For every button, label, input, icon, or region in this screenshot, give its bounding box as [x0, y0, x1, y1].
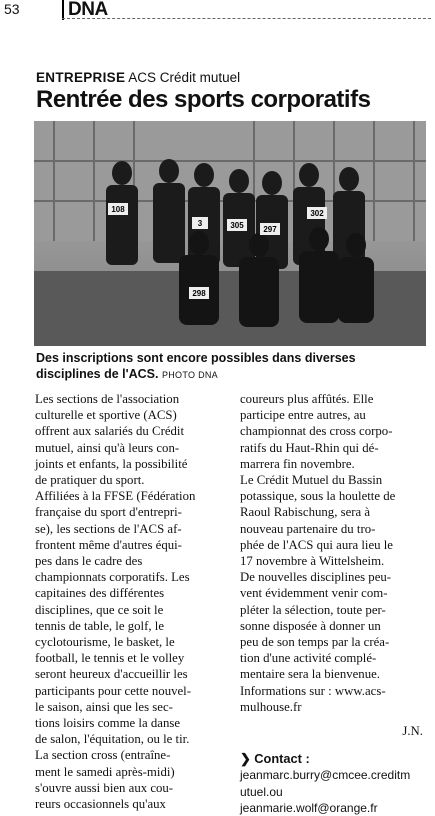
- article-headline: Rentrée des sports corporatifs: [36, 86, 371, 113]
- kicker-section: ENTREPRISE: [36, 70, 126, 85]
- article-kicker: [36, 70, 240, 85]
- bib-number: 298: [192, 289, 206, 298]
- contact-email-2: jeanmarie.wolf@orange.fr: [240, 800, 378, 815]
- contact-email-1b: utuel.ou: [240, 784, 283, 799]
- bib-number: 302: [310, 209, 324, 218]
- contact-email-1a: jeanmarc.burry@cmcee.creditm: [240, 768, 411, 783]
- caption-text: Des inscriptions sont encore possibles dans diverses disciplines de l'ACS.: [36, 351, 356, 381]
- team-photo: [34, 121, 426, 346]
- article-column-1: [35, 391, 230, 812]
- team-photo-image: [34, 121, 426, 346]
- bib-number: 108: [111, 205, 125, 214]
- photo-credit: PHOTO DNA: [161, 370, 218, 380]
- kicker-subject: ACS Crédit mutuel: [128, 70, 241, 85]
- page-number: 53: [4, 1, 20, 17]
- bib-number: 305: [230, 221, 244, 230]
- contact-heading: ❯ Contact :: [240, 751, 310, 767]
- article-signature: J.N.: [402, 724, 423, 739]
- article-column-2: [240, 391, 423, 816]
- article-body-col2: coureurs plus affûtés. Elle participe entre autres, au championnat des cross corpo- ratifs du Haut-Rhin qui dé- marrera fin novembre. Le Crédit Mutuel du Bassin potassique, sous la houlette de Raoul Rabischung, sera à nouveau partenaire du tro- phée de l'ACS qui aura lieu le 17 novembre à Wittelsheim. De nouvelles disciplines peu- vent évidemment venir com- pléter la sélection, toute per- sonne disposée à donner un peu de son temps par la créa- tion d'une activité complé- mentaire sera la bienvenue. Informations sur : www.acs- mulhouse.fr: [240, 392, 396, 714]
- masthead-rule: [62, 18, 431, 19]
- article-body-col1: Les sections de l'association culturelle et sportive (ACS) offrent aux salariés du Crédit mutuel, ainsi qu'à leurs con- joints et enfants, la possibilité de pratiquer du sport. Affiliées à la FFSE (Fédération française du sport d'entrepri- se), les sections de l'ACS af- frontent même d'autres équi- pes dans le cadre des championnats corporatifs. Les capitaines des différentes disciplines, que ce soit le tennis de table, le golf, le cyclotourisme, le basket, le football, le tennis et le volley seront heureux d'accueillir les participants pour cette nouvel- le saison, ainsi que les sec- tions loisirs comme la danse de salon, l'équitation, ou le tir. La section cross (entraîne- ment le samedi après-midi) s'ouvre aussi bien aux cou- reurs occasionnels qu'aux: [35, 392, 196, 812]
- newspaper-masthead: DNA: [62, 0, 108, 20]
- bib-number: 3: [197, 219, 203, 228]
- contact-label: Contact :: [254, 751, 310, 767]
- photo-caption: [36, 350, 421, 383]
- bib-number: 297: [263, 225, 277, 234]
